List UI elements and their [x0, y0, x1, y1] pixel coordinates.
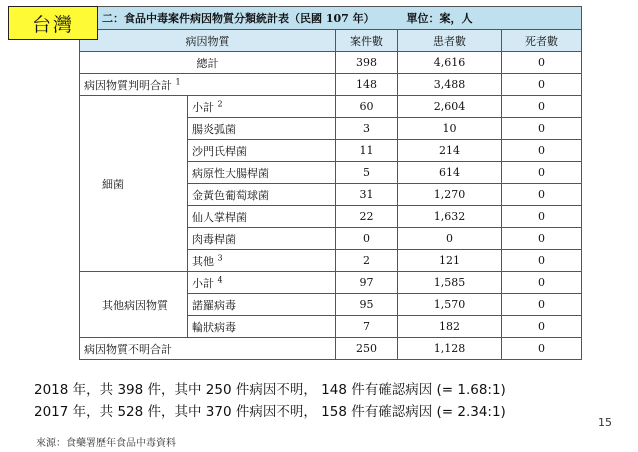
cell-cases: 22 [336, 206, 398, 228]
cell-patients: 1,270 [398, 184, 502, 206]
row-label: 肉毒桿菌 [192, 232, 236, 246]
table-title-row [80, 7, 582, 30]
row-label-cell [188, 228, 336, 250]
country-tag: 台灣 [8, 6, 98, 40]
other-causes-group [80, 272, 582, 338]
cell-cases: 2 [336, 250, 398, 272]
table-unit: 單位：案，人 [406, 12, 473, 25]
cell-deaths: 0 [502, 228, 582, 250]
row-footnote: 4 [217, 274, 223, 284]
row-label-cell [188, 118, 336, 140]
unknown-patients: 1,128 [398, 338, 502, 360]
cell-deaths: 0 [502, 294, 582, 316]
row-label: 諾羅病毒 [192, 298, 236, 312]
other-causes-group-label: 其他病因物質 [80, 272, 188, 338]
cell-patients: 1,632 [398, 206, 502, 228]
summary-line-2018: 2018 年，共 398 件，其中 250 件病因不明， 148 件有確認病因 (= 1.68:1) [34, 382, 506, 398]
cell-deaths: 0 [502, 316, 582, 338]
cell-patients: 0 [398, 228, 502, 250]
cell-cases: 3 [336, 118, 398, 140]
row-label: 沙門氏桿菌 [192, 144, 247, 158]
row-label: 輪狀病毒 [192, 320, 236, 334]
total-cases: 398 [336, 52, 398, 74]
row-label-cell [188, 316, 336, 338]
cell-patients: 214 [398, 140, 502, 162]
cell-cases: 5 [336, 162, 398, 184]
row-footnote: 3 [217, 252, 223, 262]
bacteria-group-label: 細菌 [80, 96, 188, 272]
cell-cases: 11 [336, 140, 398, 162]
row-label-cell [188, 294, 336, 316]
row-label-cell [188, 184, 336, 206]
unknown-deaths: 0 [502, 338, 582, 360]
summary-line-2017: 2017 年，共 528 件，其中 370 件病因不明， 158 件有確認病因 (= 2.34:1) [34, 404, 506, 420]
identified-deaths: 0 [502, 74, 582, 96]
cell-deaths: 0 [502, 118, 582, 140]
table-row [80, 272, 582, 294]
identified-row [80, 74, 582, 96]
cell-patients: 182 [398, 316, 502, 338]
cell-deaths: 0 [502, 96, 582, 118]
cell-deaths: 0 [502, 206, 582, 228]
header-patients: 患者數 [398, 30, 502, 52]
cell-patients: 121 [398, 250, 502, 272]
total-deaths: 0 [502, 52, 582, 74]
header-cases: 案件數 [336, 30, 398, 52]
source-note: 來源：食藥署歷年食品中毒資料 [36, 438, 176, 449]
row-label: 小計 [192, 276, 214, 290]
row-label: 仙人掌桿菌 [192, 210, 247, 224]
bacteria-group [80, 96, 582, 272]
total-patients: 4,616 [398, 52, 502, 74]
table-title: 二：食品中毒案件病因物質分類統計表（民國 107 年） [102, 12, 375, 25]
cell-cases: 0 [336, 228, 398, 250]
food-poisoning-table [79, 6, 582, 360]
unknown-cases: 250 [336, 338, 398, 360]
row-label: 病原性大腸桿菌 [192, 166, 269, 180]
row-label-cell [188, 96, 336, 118]
cell-patients: 10 [398, 118, 502, 140]
identified-label: 病因物質判明合計 [84, 78, 172, 92]
row-label-cell [188, 162, 336, 184]
identified-cases: 148 [336, 74, 398, 96]
cell-cases: 97 [336, 272, 398, 294]
cell-deaths: 0 [502, 140, 582, 162]
unknown-row [80, 338, 582, 360]
identified-patients: 3,488 [398, 74, 502, 96]
unknown-label: 病因物質不明合計 [80, 338, 336, 360]
row-label: 金黃色葡萄球菌 [192, 188, 269, 202]
table-row [80, 96, 582, 118]
table-header-row [80, 30, 582, 52]
row-label-cell [188, 206, 336, 228]
row-label: 腸炎弧菌 [192, 122, 236, 136]
total-label: 總計 [80, 52, 336, 74]
row-label: 其他 [192, 254, 214, 268]
row-label-cell [188, 140, 336, 162]
row-footnote: 2 [217, 98, 223, 108]
cell-deaths: 0 [502, 272, 582, 294]
cell-patients: 1,585 [398, 272, 502, 294]
header-cause: 病因物質 [80, 30, 336, 52]
row-label-cell [188, 250, 336, 272]
header-deaths: 死者數 [502, 30, 582, 52]
cell-patients: 1,570 [398, 294, 502, 316]
identified-label-cell [80, 74, 336, 96]
cell-cases: 7 [336, 316, 398, 338]
row-label: 小計 [192, 100, 214, 114]
page-number: 15 [598, 416, 612, 429]
cell-cases: 95 [336, 294, 398, 316]
cell-patients: 2,604 [398, 96, 502, 118]
cell-cases: 60 [336, 96, 398, 118]
cell-deaths: 0 [502, 184, 582, 206]
identified-footnote: 1 [175, 76, 181, 86]
cell-deaths: 0 [502, 250, 582, 272]
total-row [80, 52, 582, 74]
row-label-cell [188, 272, 336, 294]
cell-cases: 31 [336, 184, 398, 206]
cell-deaths: 0 [502, 162, 582, 184]
cell-patients: 614 [398, 162, 502, 184]
